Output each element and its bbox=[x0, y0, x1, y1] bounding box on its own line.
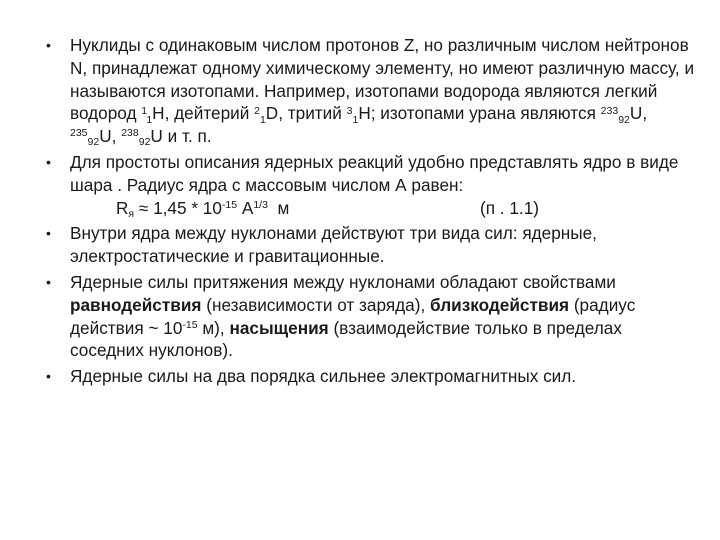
element-symbol: U bbox=[629, 103, 643, 124]
list-item-isotopes bbox=[46, 34, 696, 148]
bold-term: насыщения bbox=[229, 317, 329, 338]
bold-term: близкодействия bbox=[430, 294, 570, 315]
mass-number: 233 bbox=[600, 104, 619, 117]
bold-term: равнодействия bbox=[70, 294, 202, 315]
mass-number: 238 bbox=[121, 127, 139, 140]
text: , bbox=[111, 126, 122, 147]
bullet-icon: • bbox=[46, 368, 51, 385]
text: м), bbox=[197, 317, 230, 338]
text: Ядерные силы на два порядка сильнее электромагнитных сил. bbox=[70, 366, 577, 387]
text: Ядерные силы притяжения между нуклонами обладают свойствами bbox=[70, 271, 616, 292]
mass-number: 1 bbox=[141, 104, 147, 117]
list-item-strength bbox=[46, 365, 696, 388]
bullet-list bbox=[46, 34, 696, 391]
formula-subscript: я bbox=[128, 207, 135, 220]
element-symbol: U bbox=[150, 126, 163, 147]
formula-text: ≈ 1,45 * 10 bbox=[134, 197, 222, 218]
atomic-number: 92 bbox=[87, 136, 100, 149]
list-item-forces bbox=[46, 222, 696, 268]
bullet-icon: • bbox=[46, 37, 51, 53]
formula-text: A bbox=[237, 197, 254, 218]
atomic-number: 92 bbox=[138, 136, 151, 149]
atomic-number: 1 bbox=[352, 113, 359, 126]
text: (взаимодействие только в пределах соседних нуклонов). bbox=[70, 317, 622, 361]
text: , bbox=[642, 103, 648, 124]
element-symbol: H; bbox=[358, 103, 376, 124]
element-symbol: D bbox=[265, 103, 279, 124]
bullet-icon: • bbox=[46, 225, 51, 242]
mass-number: 2 bbox=[254, 104, 260, 117]
formula-exponent: -15 bbox=[221, 198, 238, 211]
text: (независимости от заряда), bbox=[201, 294, 431, 315]
text: Внутри ядра между нуклонами действуют три вида сил: ядерные, электростатические и гравитационные. bbox=[70, 223, 597, 267]
formula-number: (п . 1.1) bbox=[480, 197, 539, 218]
bullet-icon: • bbox=[46, 273, 51, 290]
element-symbol: U bbox=[99, 126, 112, 147]
radius-formula bbox=[70, 197, 696, 220]
atomic-number: 1 bbox=[259, 113, 266, 126]
formula-exponent: 1/3 bbox=[253, 198, 268, 211]
text: (радиус действия ~ 10 bbox=[70, 294, 636, 338]
mass-number: 3 bbox=[346, 104, 353, 117]
text: Нуклиды с одинаковым числом протонов Z, но различным числом нейтронов N, принадлежат одному химическому элементу, но имеют различную массу, и называются изотопами. Например, изотопами водорода являются легкий водород bbox=[70, 35, 695, 124]
atomic-number: 1 bbox=[146, 113, 153, 126]
text: Для простоты описания ядерных реакций удобно представлять ядро в виде шара . Радиус ядра с массовым числом А равен: bbox=[70, 151, 679, 195]
text: изотопами урана являются bbox=[375, 103, 601, 124]
mass-number: 235 bbox=[70, 127, 88, 140]
bullet-icon: • bbox=[46, 153, 51, 170]
text: , тритий bbox=[278, 103, 347, 124]
atomic-number: 92 bbox=[618, 113, 630, 126]
formula-unit: м bbox=[267, 197, 290, 218]
list-item-nucleus-radius bbox=[46, 151, 696, 219]
list-item-nuclear-properties bbox=[46, 271, 696, 362]
text: , дейтерий bbox=[164, 103, 255, 124]
formula-symbol: R bbox=[116, 197, 129, 218]
exponent: -15 bbox=[182, 318, 198, 331]
text: и т. п. bbox=[162, 126, 212, 147]
element-symbol: H bbox=[152, 103, 165, 124]
